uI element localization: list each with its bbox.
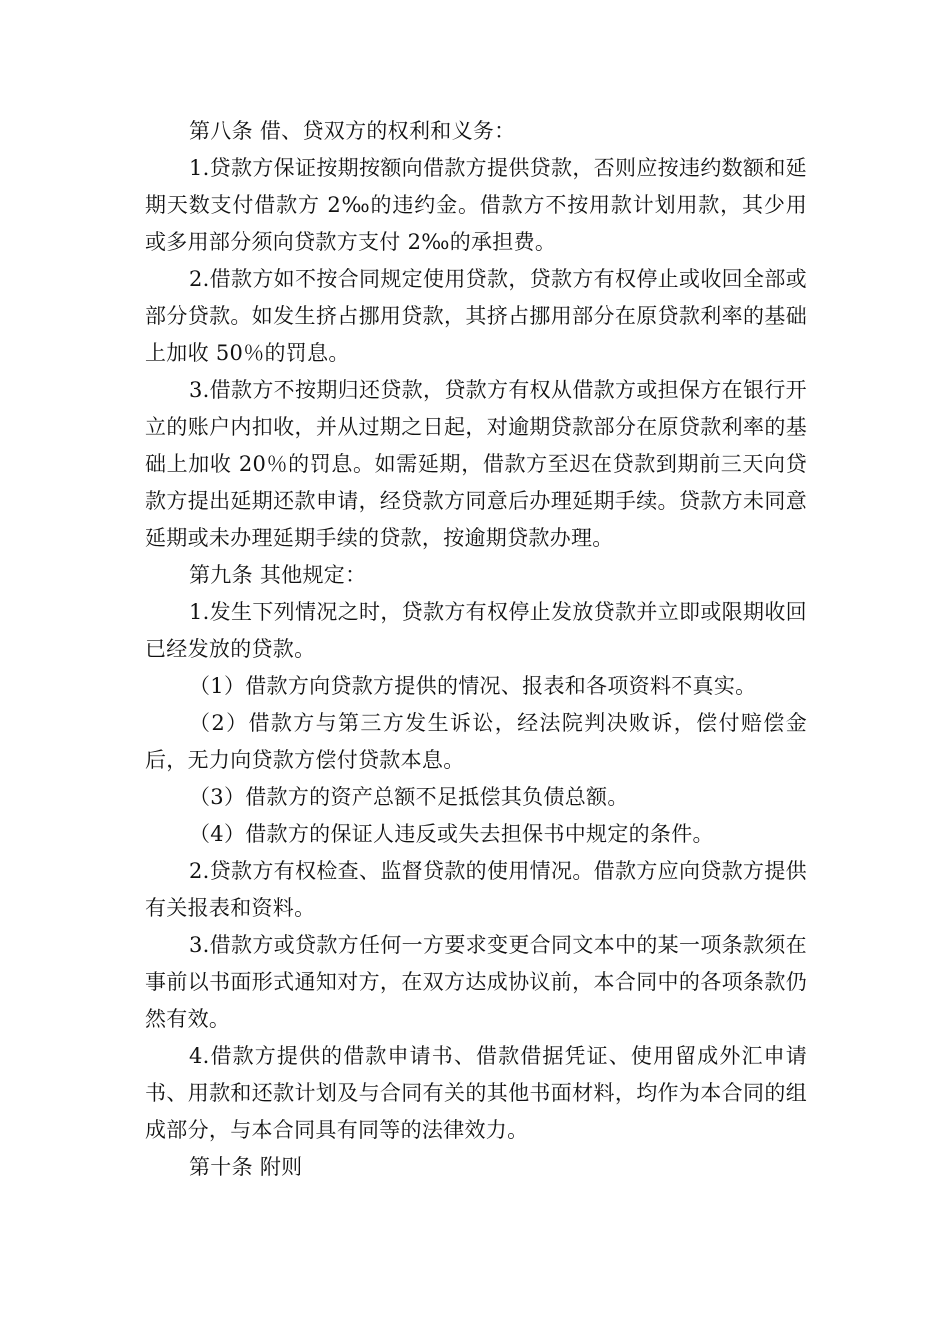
article-9-clause-1-item-3: （3）借款方的资产总额不足抵偿其负债总额。 [189,785,629,809]
article-8-clause-2: 2.借款方如不按合同规定使用贷款，贷款方有权停止或收回全部或部分贷款。如发生挤占挪用贷款，其挤占挪用部分在原贷款利率的基础上加收 50％的罚息。 [145,267,807,365]
article-9-clause-1: 1.发生下列情况之时，贷款方有权停止发放贷款并立即或限期收回已经发放的贷款。 [145,600,807,661]
article-8-clause-1: 1.贷款方保证按期按额向借款方提供贷款，否则应按违约数额和延期天数支付借款方 2‰的违约金。借款方不按用款计划用款，其少用或多用部分须向贷款方支付 2‰的承担费。 [145,156,807,254]
article-8-heading: 第八条 借、贷双方的权利和义务： [189,119,516,143]
article-9-clause-2: 2.贷款方有权检查、监督贷款的使用情况。借款方应向贷款方提供有关报表和资料。 [145,859,807,920]
article-9-clause-4: 4.借款方提供的借款申请书、借款借据凭证、使用留成外汇申请书、用款和还款计划及与合同有关的其他书面材料，均作为本合同的组成部分，与本合同具有同等的法律效力。 [145,1044,807,1142]
article-9-clause-1-item-2: （2）借款方与第三方发生诉讼，经法院判决败诉，偿付赔偿金后，无力向贷款方偿付贷款本息。 [145,711,807,772]
article-9-clause-1-item-4: （4）借款方的保证人违反或失去担保书中规定的条件。 [189,822,714,846]
article-9-heading: 第九条 其他规定： [189,563,367,587]
article-8-clause-3: 3.借款方不按期归还贷款，贷款方有权从借款方或担保方在银行开立的账户内扣收，并从过期之日起，对逾期贷款部分在原贷款利率的基础上加收 20％的罚息。如需延期，借款方至迟在贷款到期前三天向贷款方提出延期还款申请，经贷款方同意后办理延期手续。贷款方未同意延期或未办理延期手续的贷款，按逾期贷款办理。 [145,378,807,550]
document-body [145,113,807,1186]
article-9-clause-3: 3.借款方或贷款方任何一方要求变更合同文本中的某一项条款须在事前以书面形式通知对方，在双方达成协议前，本合同中的各项条款仍然有效。 [145,933,807,1031]
article-10-heading: 第十条 附则 [189,1155,303,1179]
article-9-clause-1-item-1: （1）借款方向贷款方提供的情况、报表和各项资料不真实。 [189,674,757,698]
